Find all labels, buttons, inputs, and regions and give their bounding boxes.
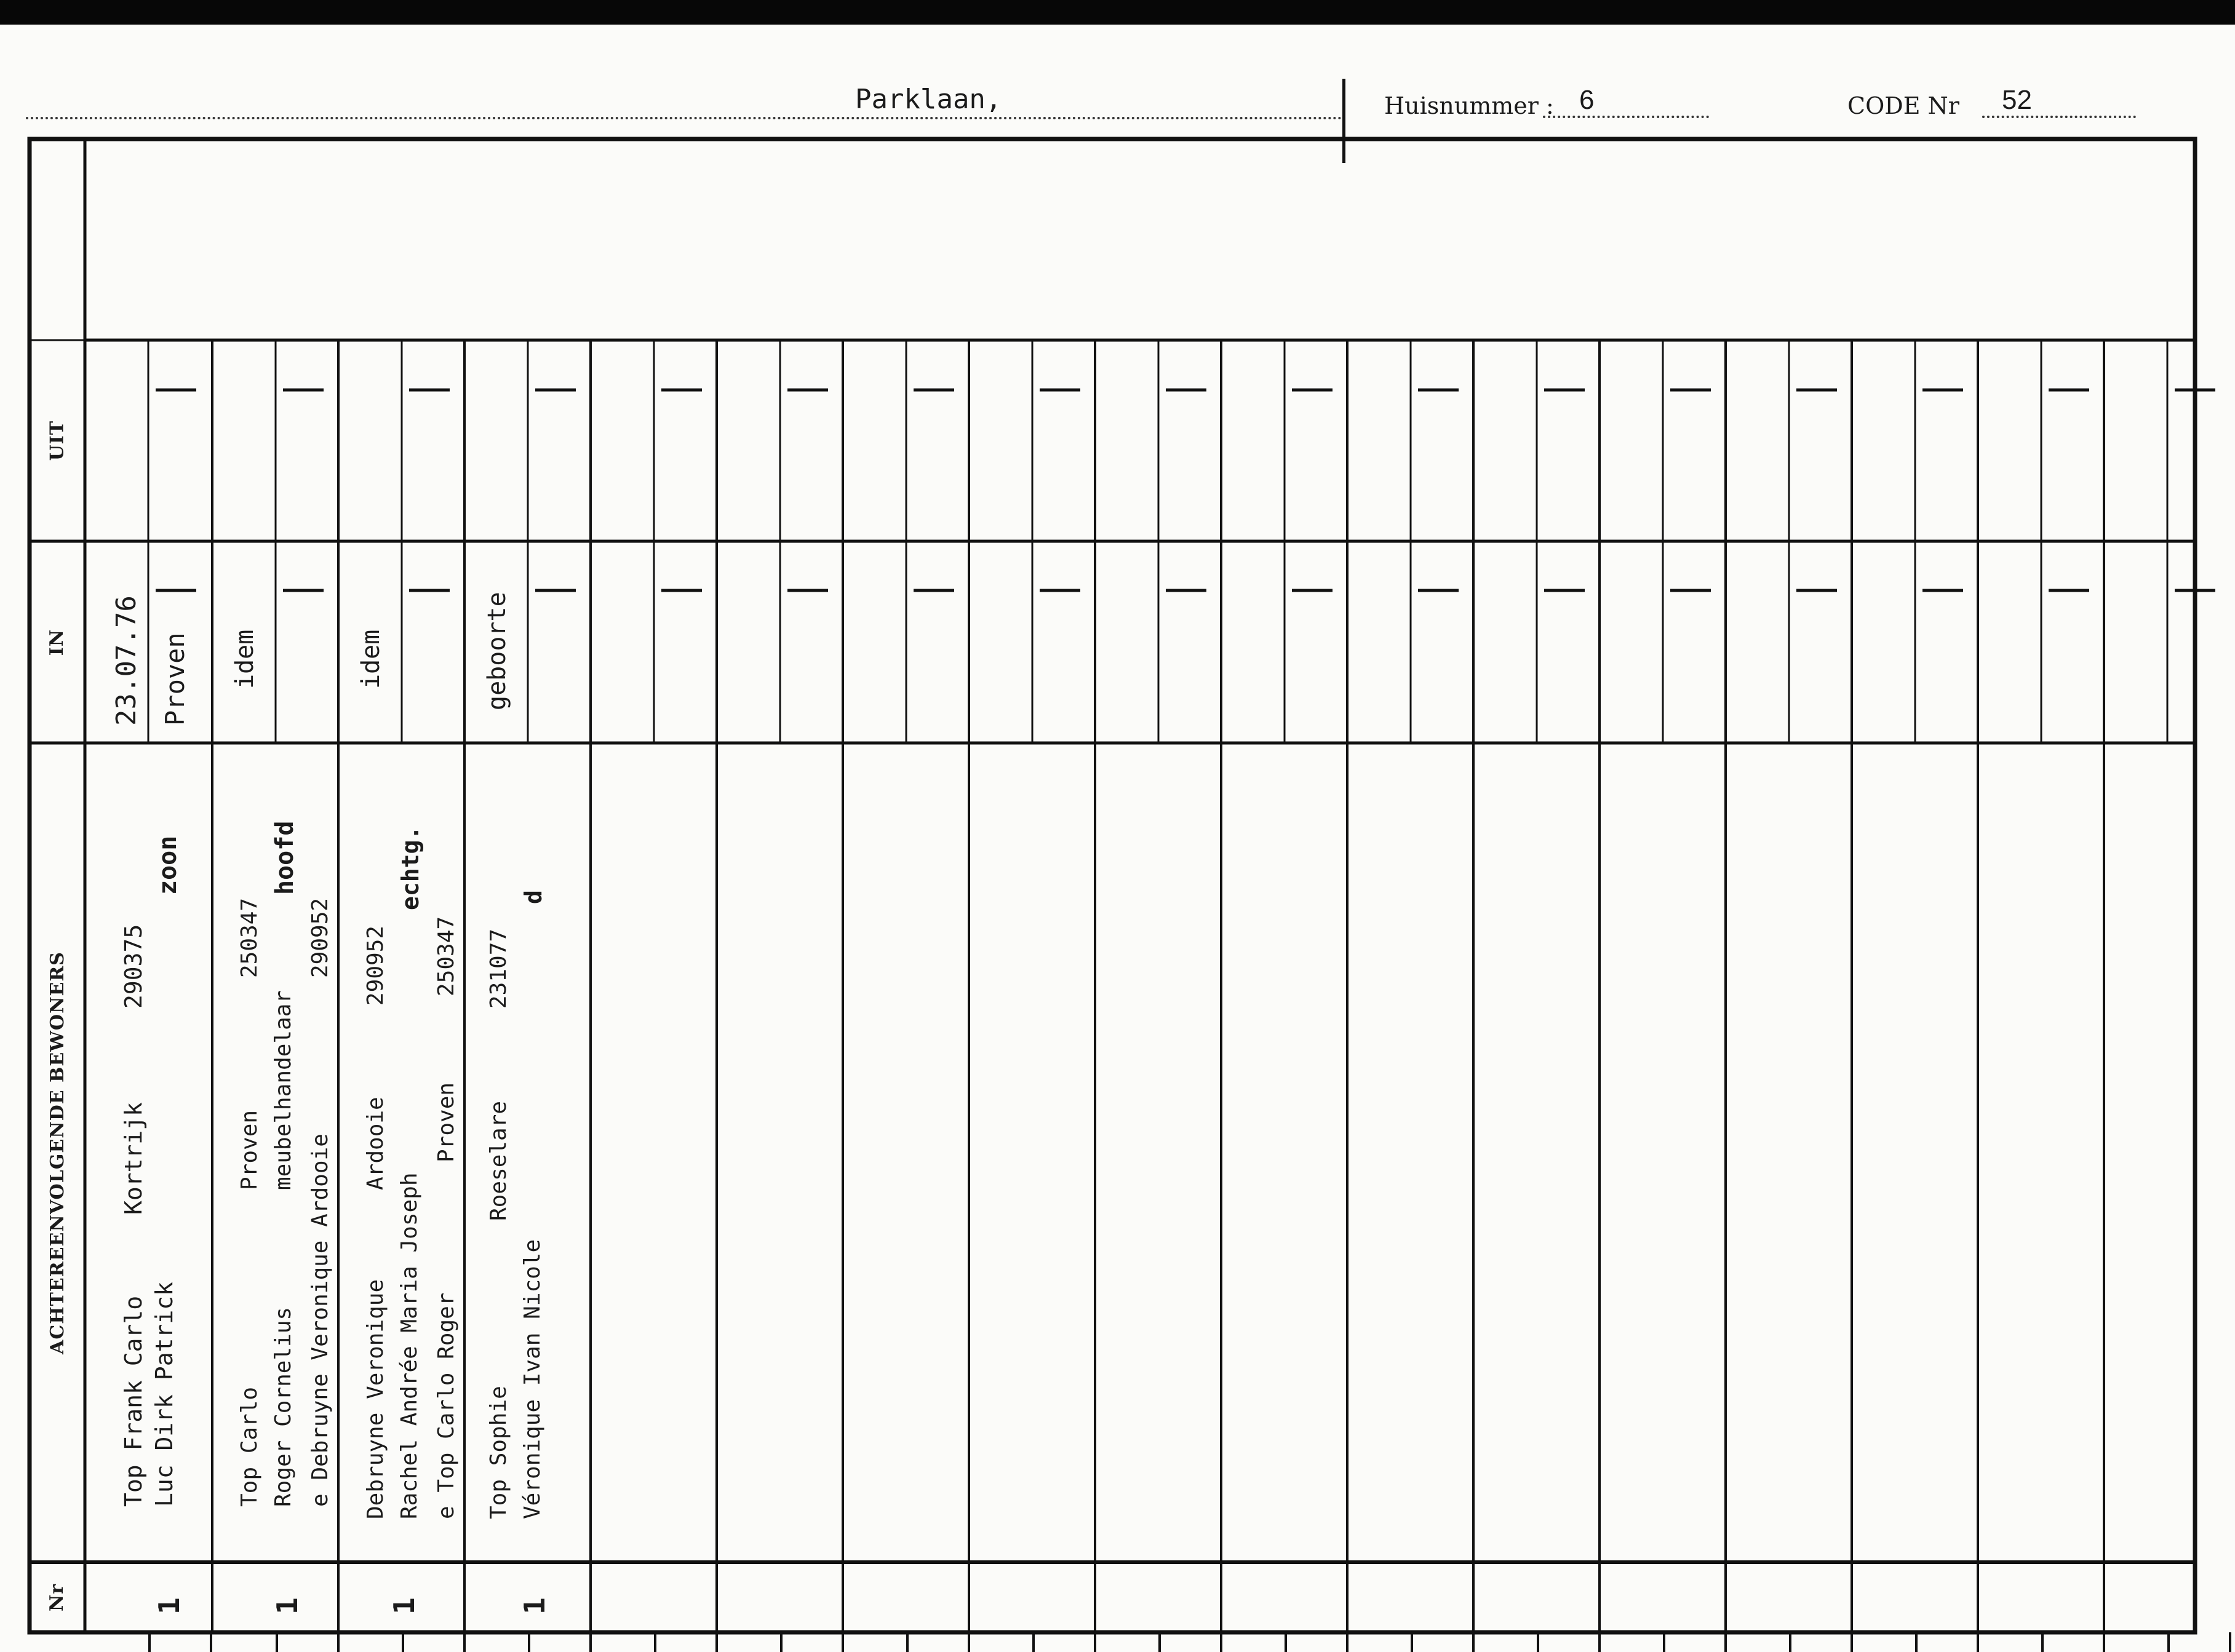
entry-2-resident-line-2: Roger Cornelius [271,1306,296,1507]
entry-1-birthdate: 290375 [120,924,147,1009]
house-number-value: 6 [1579,85,1595,115]
entry-2-nr: 1 [271,1597,304,1614]
code-label: CODE Nr [1847,92,1959,119]
entry-2-spouse-birthdate: 290952 [308,897,333,978]
entry-4-resident-line-2: Véronique Ivan Nicole [520,1239,545,1519]
entry-1-resident-line-1: Top Frank Carlo [120,1295,147,1507]
entry-2-birthdate: 250347 [237,897,262,978]
entry-3-nr: 1 [388,1597,421,1614]
row-label-in: IN [46,629,68,656]
entry-1-place: Kortrijk [120,1102,147,1215]
entry-2-relation: hoofd [271,820,299,895]
entry-3-relation: echtg. [397,825,424,910]
entry-3-place: Ardooie [363,1097,388,1190]
entry-3-resident-line-1: Debruyne Veronique [363,1279,388,1519]
entry-1-in-note: Proven [160,632,190,726]
entry-4-nr: 1 [518,1597,551,1614]
entry-1-relation: zoon [154,835,182,895]
entry-2-resident-line-1: Top Carlo [237,1386,262,1507]
entry-4-in-note: geboorte [483,592,511,710]
row-label-uit: UIT [46,420,68,461]
house-number-label: Huisnummer : [1384,92,1554,119]
street-name: Parklaan, [855,84,1002,115]
entry-1-in-date: 23.07.76 [111,595,142,726]
entry-1-nr: 1 [153,1597,186,1614]
entry-2-place: Proven [237,1110,262,1190]
row-label-bewoners: ACHTEREENVOLGENDE BEWONERS [46,951,68,1354]
entry-4-place: Roeselare [486,1100,511,1221]
entry-2-in-note: idem [231,629,259,689]
code-value: 52 [2002,85,2032,115]
entry-4-relation: d [520,890,547,904]
entry-3-in-note: idem [357,629,385,689]
entry-3-resident-line-2: Rachel Andrée Maria Joseph [397,1172,422,1519]
entry-3-resident-line-3: e Top Carlo Roger [434,1292,459,1519]
entry-2-occupation: meubelhandelaar [271,990,296,1190]
entry-2-resident-line-3: e Debruyne Veronique Ardooie [308,1134,333,1507]
entry-3-spouse-place: Proven [434,1082,459,1162]
entry-1-resident-line-2: Luc Dirk Patrick [151,1281,178,1507]
entry-3-birthdate: 290952 [363,925,388,1006]
entry-4-birthdate: 231077 [486,928,511,1009]
entry-3-spouse-birthdate: 250347 [434,916,459,996]
entry-4-resident-line-1: Top Sophie [486,1386,511,1519]
row-label-nr: Nr [46,1583,68,1611]
